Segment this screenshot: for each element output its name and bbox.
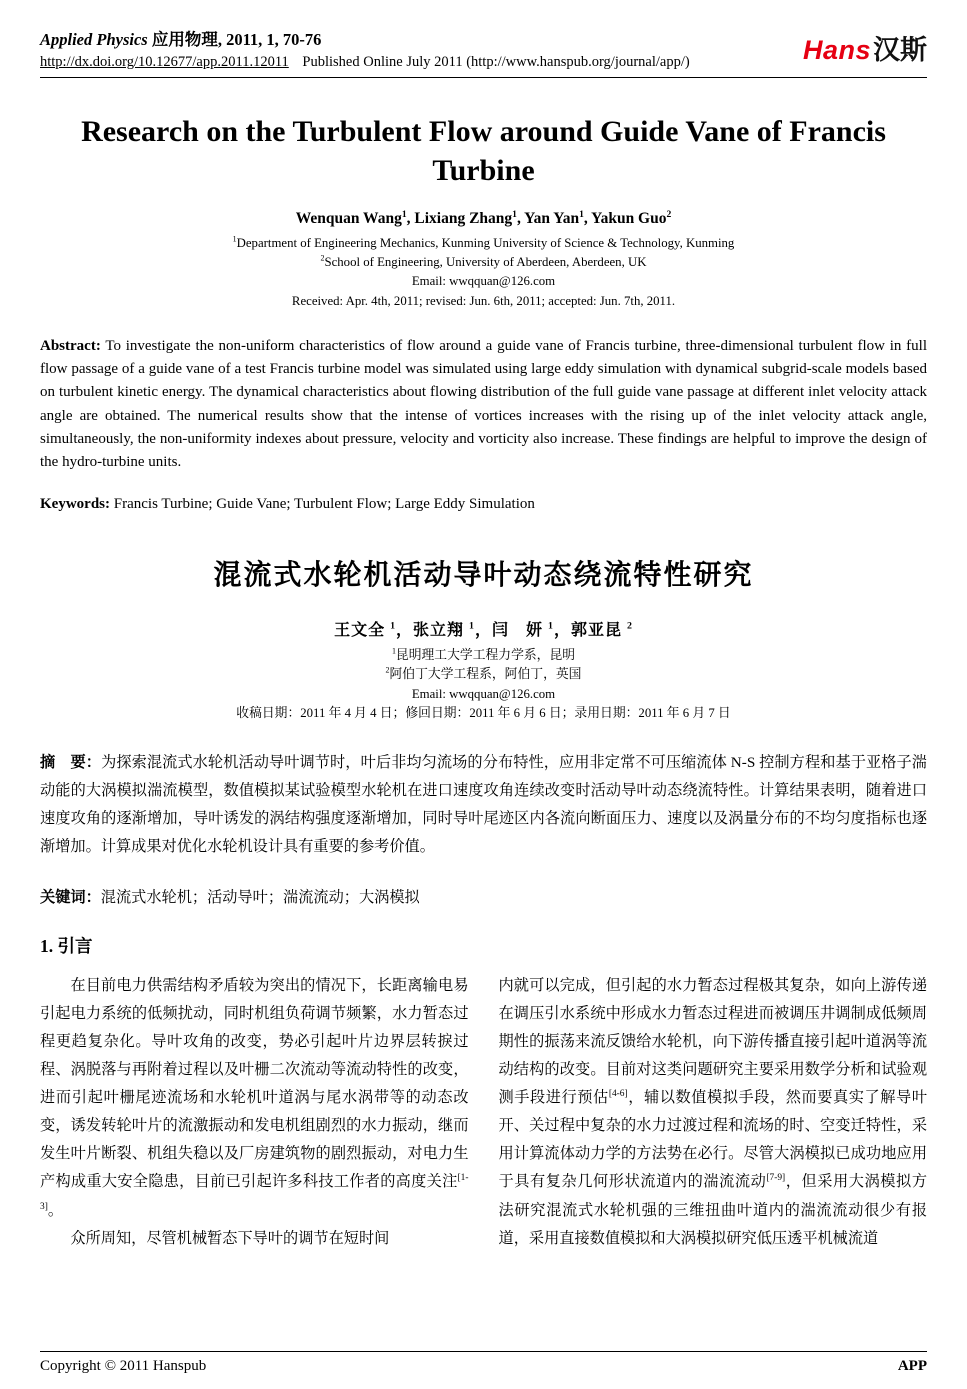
keywords-en [40, 496, 927, 513]
keywords-en-label: Keywords: [40, 496, 110, 513]
copyright-text: Copyright © 2011 Hanspub [40, 1358, 207, 1374]
footer [40, 1351, 927, 1375]
doi-link[interactable]: http://dx.doi.org/10.12677/app.2011.12011 [40, 54, 289, 70]
body-columns [40, 972, 927, 1253]
header-left [40, 26, 690, 71]
abstract-en [40, 335, 927, 475]
header-divider [40, 77, 927, 78]
abstract-cn [40, 749, 927, 862]
body-paragraph: 内就可以完成，但引起的水力暂态过程极其复杂，如向上游传递在调压引水系统中形成水力暂态过程进而被调压井调制成低频周期性的振荡来流反馈给水轮机，向下游传播直接引起叶道涡等流动结构的改变。目前对这类问题研究主要采用数学分析和试验观测手段进行预估[4-6]，辅以数值模拟手段，然而要真实了解导叶开、关过程中复杂的水力过渡过程和流场的时、空变迁特性，采用计算流体动力学的方法势在必行。尽管大涡模拟已成功地应用于具有复杂几何形状流道内的湍流流动[7-9]，但采用大涡模拟方法研究混流式水轮机强的三维扭曲叶道内的湍流流动很少有报道，采用直接数值模拟和大涡模拟研究低压透平机械流道 [498, 976, 928, 1247]
affiliation-cn-2: $^2$阿伯丁大学工程系，阿伯丁，英国 [385, 666, 582, 682]
hans-logo-cn-text: 汉斯 [873, 35, 927, 65]
journal-line [40, 26, 690, 50]
affiliation-en-2: $^2$School of Engineering, University of Aberdeen, Aberdeen, UK [320, 253, 647, 270]
received-en: Received: Apr. 4th, 2011; revised: Jun. 6th, 2011; accepted: Jun. 7th, 2011. [291, 293, 676, 308]
journal-name: Applied Physics [40, 30, 148, 49]
email-cn: Email: wwqquan@126.com [411, 686, 556, 701]
column-left [40, 972, 469, 1253]
body-paragraph: 在目前电力供需结构矛盾较为突出的情况下，长距离输电易引起电力系统的低频扰动，同时机组负荷调节频繁，水力暂态过程更趋复杂化。导叶攻角的改变，势必引起叶片边界层转捩过程、涡脱落与再附着过程以及叶栅二次流动等流动特性的改变，进而引起叶栅尾迹流场和水轮机叶道涡与尾水涡带等的动态改变，诱发转轮叶片的流激振动和发电机组剧烈的水力振动，继而发生叶片断裂、机组失稳以及厂房建筑物的剧烈振动，对电力生产构成重大安全隐患，目前已引起许多科技工作者的高度关注[1-3]。 [40, 976, 469, 1219]
section-1-heading: 1. 引言 [40, 935, 93, 956]
abstract-cn-label: 摘 要： [40, 754, 102, 771]
abstract-en-text: To investigate the non-uniform characteristics of flow around a guide vane of Francis turbine, three-dimensional turbulent flow in full flow passage of a guide vane of a test Francis turbine model was simulated using large eddy simulation with dynamical subgrid-scale models based on turbulent kinetic energy. The dynamical characteristics about flowing distribution of the full guide vane passage at different inlet velocity attack angle are obtained. The numerical results show that the intense of vortices increases with the rising up of the inlet velocity attack angle, simultaneously, the non-uniformity indexes about pressure, velocity and vorticity also increase. These findings are helpful to improve the design of the hydro-turbine units. [40, 337, 927, 470]
affiliations-cn [40, 646, 927, 723]
journal-abbr: APP [897, 1358, 927, 1374]
affiliation-en-1: $^1$Department of Engineering Mechanics, Kunming University of Science & Technology, Kunming [232, 234, 735, 250]
received-cn: 收稿日期：2011 年 4 月 4 日；修回日期：2011 年 6 月 6 日；录用日期：2011 年 6 月 7 日 [236, 705, 731, 720]
abstract-en-label: Abstract: [40, 337, 101, 354]
affiliations-en [40, 234, 927, 311]
authors-cn: 王文全 $^1$，张立翔 $^1$，闫 妍 $^1$，郭亚昆 $^2$ [334, 620, 633, 640]
hans-logo-latin-text: Hans [802, 35, 871, 65]
header [40, 26, 927, 71]
body-paragraph: 众所周知，尽管机械暂态下导叶的调节在短时间 [70, 1229, 390, 1247]
authors-en: Wenquan Wang$^1$, Lixiang Zhang$^1$, Yan Yan$^1$, Yakun Guo$^2$ [295, 208, 672, 227]
affiliation-cn-1: $^1$昆明理工大学工程力学系，昆明 [391, 646, 576, 663]
hans-logo [803, 28, 927, 67]
published-info: Published Online July 2011 (http://www.hanspub.org/journal/app/) [302, 54, 690, 70]
paper-title-cn: 混流式水轮机活动导叶动态绕流特性研究 [213, 560, 754, 592]
keywords-cn-text: 混流式水轮机；活动导叶；湍流流动；大涡模拟 [100, 888, 420, 906]
paper-title-en: Research on the Turbulent Flow around Guide Vane of Francis Turbine [81, 115, 886, 187]
keywords-cn [40, 886, 927, 907]
keywords-en-text: Francis Turbine; Guide Vane; Turbulent Flow; Large Eddy Simulation [110, 496, 535, 513]
email-en: Email: wwqquan@126.com [411, 274, 556, 289]
abstract-cn-text: 为探索混流式水轮机活动导叶调节时，叶后非均匀流场的分布特性，应用非定常不可压缩流体 N-S 控制方程和基于亚格子湍动能的大涡模拟湍流模型，数值模拟某试验模型水轮机在进口速度攻角连续改变时活动导叶动态绕流特性。计算结果表明，随着进口速度攻角的逐渐增加，导叶诱发的涡结构强度逐渐增加，同时导叶尾迹区内各流向断面压力、速度以及涡量分布的不均匀度指标也逐渐增加。计算成果对优化水轮机设计具有重要的参考价值。 [40, 754, 927, 856]
keywords-cn-label: 关键词： [40, 888, 101, 906]
doi-line [40, 54, 690, 71]
column-right [499, 972, 928, 1253]
journal-info: 应用物理, 2011, 1, 70-76 [147, 30, 322, 49]
